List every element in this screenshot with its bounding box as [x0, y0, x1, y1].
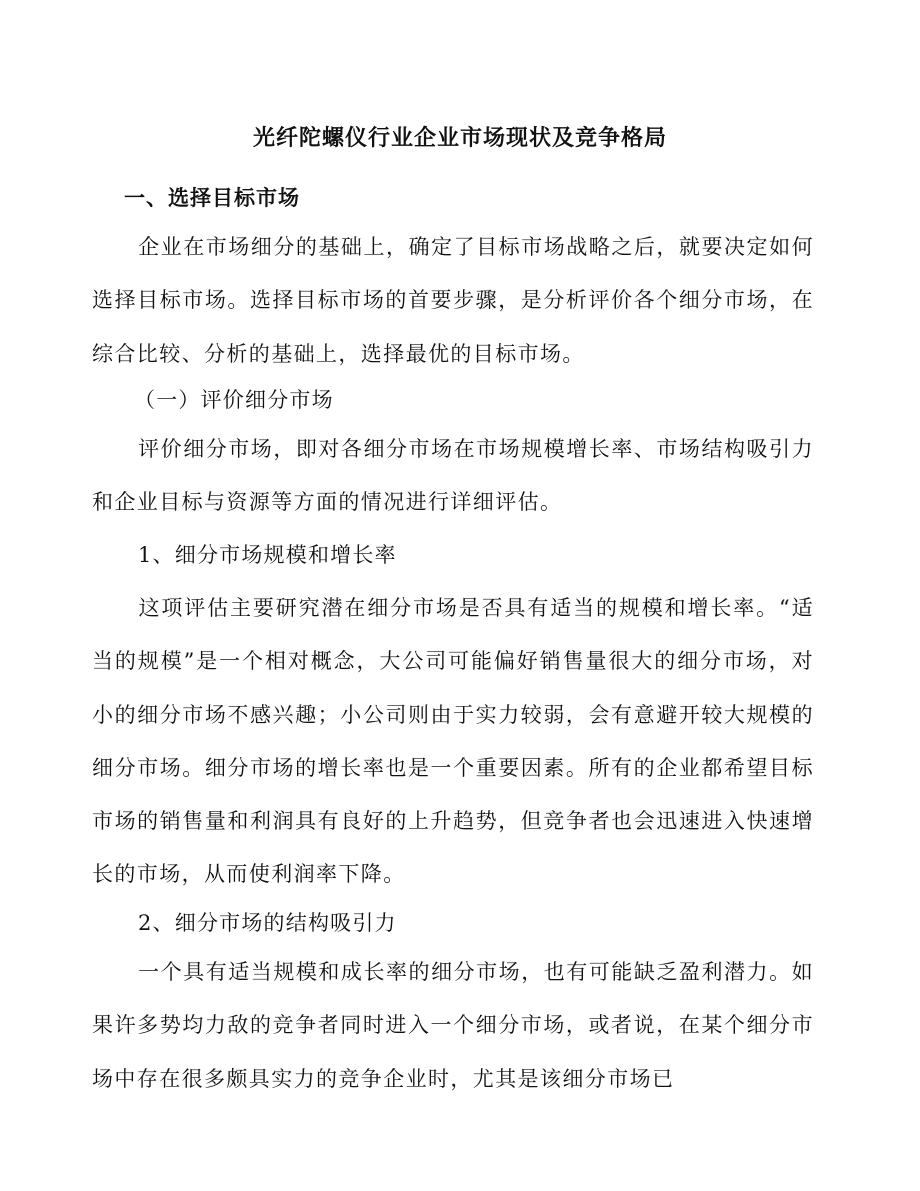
paragraph-1-text: 企业在市场细分的基础上，确定了目标市场战略之后，就要决定如何选择目标市场。选择目标市场的首要步骤，是分析评价各个细分市场，在综合比较、分析的基础上，选择最优的目标市场。: [92, 235, 814, 366]
paragraph-4: [92, 946, 814, 1106]
section-heading-select-target-market: 一、选择目标市场: [124, 185, 300, 210]
subsection-heading-evaluate-segments: （一）评价细分市场: [134, 388, 334, 412]
paragraph-2: [92, 423, 814, 530]
paragraph-2-text: 评价细分市场，即对各细分市场在市场规模增长率、市场结构吸引力和企业目标与资源等方面的情况进行详细评估。: [92, 437, 814, 515]
document-title: 光纤陀螺仪行业企业市场现状及竞争格局: [252, 125, 667, 151]
paragraph-3: [92, 582, 814, 902]
paragraph-4-text: 一个具有适当规模和成长率的细分市场，也有可能缺乏盈利潜力。如果许多势均力敌的竞争者同时进入一个细分市场，或者说，在某个细分市场中存在很多颇具实力的竞争企业时，尤其是该细分市场已: [92, 960, 814, 1091]
paragraph-3-text: 这项评估主要研究潜在细分市场是否具有适当的规模和增长率。“适当的规模”是一个相对概念，大公司可能偏好销售量很大的细分市场，对小的细分市场不感兴趣；小公司则由于实力较弱，会有意避开较大规模的细分市场。细分市场的增长率也是一个重要因素。所有的企业都希望目标市场的销售量和利润具有良好的上升趋势，但竞争者也会迅速进入快速增长的市场，从而使利润率下降。: [92, 596, 814, 887]
paragraph-1: [92, 221, 814, 381]
subsection-heading-size-growth: 1、细分市场规模和增长率: [138, 543, 397, 567]
subsection-heading-structural-attractiveness: 2、细分市场的结构吸引力: [138, 911, 397, 935]
